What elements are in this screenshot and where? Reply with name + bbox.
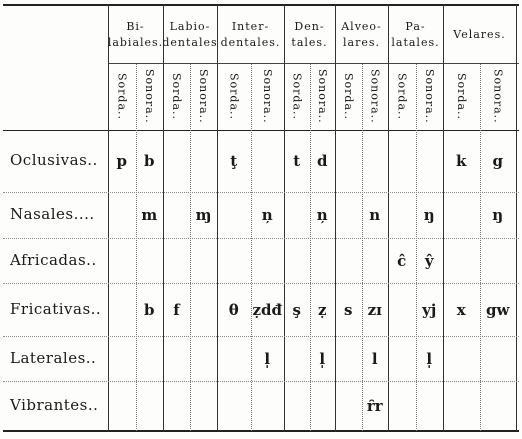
phoneme-symbol: m (141, 206, 158, 224)
manner-label: Vibrantes.. (10, 395, 99, 414)
place-label-line2: lares. (343, 35, 380, 49)
place-of-articulation-header (335, 6, 388, 63)
phoneme-symbol: ŋ (423, 206, 435, 224)
phoneme-symbol: ņ (316, 206, 328, 224)
voicing-header-sonora: Sonora.. (422, 69, 436, 124)
voicing-header-sonora: Sonora.. (315, 69, 329, 124)
phoneme-symbol: b (144, 300, 155, 319)
phoneme-symbol: ņ (261, 206, 273, 224)
phoneme-symbol: ţ (230, 152, 238, 170)
bottom-rule (3, 430, 519, 432)
phoneme-symbol: l̩ (426, 349, 433, 368)
phoneme-symbol: ɱ (195, 206, 212, 224)
voicing-header-sonora: Sonora.. (142, 69, 156, 124)
phoneme-symbol: d (317, 152, 328, 170)
phoneme-symbol: ẓ (317, 300, 327, 319)
place-label-line1: Labio- (169, 19, 211, 33)
phoneme-symbol: n (369, 206, 381, 224)
phoneme-symbol: l̩ (319, 349, 326, 368)
place-label-line2: latales. (391, 35, 440, 49)
phoneme-symbol: gw (486, 300, 510, 319)
place-label-line2: labiales. (107, 35, 164, 49)
voicing-header-sorda: Sorda.. (170, 72, 183, 120)
place-of-articulation-header (163, 6, 217, 63)
place-of-articulation-header (388, 6, 443, 63)
phoneme-symbol: ẓdđ (252, 300, 282, 319)
place-label-line1: Inter- (231, 19, 270, 33)
voicing-header-sorda: Sorda.. (227, 72, 241, 120)
place-label-line1: Bi- (126, 19, 145, 33)
voicing-header-sonora: Sonora.. (260, 69, 274, 124)
place-label-line1: Pa- (405, 19, 426, 33)
voicing-header-sorda: Sorda.. (395, 72, 409, 120)
voicing-header-sonora: Sonora.. (491, 69, 505, 124)
row-divider (3, 381, 519, 382)
place-label-line2: dentales (162, 35, 218, 49)
place-label-line1: Alveo- (341, 19, 382, 33)
place-of-articulation-header (217, 6, 284, 63)
voicing-header-sonora: Sonora.. (197, 69, 210, 124)
phoneme-symbol: t (293, 152, 301, 170)
place-label-line2: tales. (291, 35, 328, 49)
place-of-articulation-header (108, 6, 163, 63)
voicing-header-sorda: Sorda.. (115, 72, 129, 120)
voicing-header-sorda: Sorda.. (454, 72, 468, 120)
phoneme-symbol: s (344, 300, 353, 319)
place-label-line2: dentales. (220, 35, 281, 49)
phoneme-symbol: f (173, 300, 180, 319)
phoneme-symbol: b (144, 152, 155, 170)
place-of-articulation-header (284, 6, 335, 63)
phoneme-symbol: ȓr (366, 396, 383, 415)
phoneme-symbol: l (371, 349, 378, 368)
place-label-line1: Den- (294, 19, 325, 33)
phoneme-symbol: zɪ (367, 300, 382, 319)
phoneme-symbol: x (456, 300, 466, 319)
header-rule (3, 130, 519, 131)
phoneme-symbol: ĉ (397, 251, 407, 270)
phoneme-symbol: l̩ (264, 349, 271, 368)
phoneme-symbol: k (456, 152, 467, 170)
phoneme-symbol: yj (422, 300, 437, 319)
group-header-rule (108, 63, 519, 64)
voicing-header-sorda: Sorda.. (290, 72, 304, 120)
phoneme-symbol: g (492, 152, 503, 170)
group-divider (516, 5, 517, 431)
manner-label: Fricativas.. (10, 299, 102, 318)
voicing-header-sonora: Sonora.. (368, 69, 382, 124)
manner-label: Oclusivas.. (10, 151, 98, 169)
place-label-line1: Velares. (453, 27, 506, 41)
phoneme-symbol: θ (228, 300, 239, 319)
manner-label: Laterales.. (10, 348, 97, 367)
voicing-header-sorda: Sorda.. (341, 72, 355, 120)
phoneme-symbol: ş (292, 300, 301, 319)
manner-label: Africadas.. (10, 250, 97, 269)
phoneme-symbol: ŋ (492, 206, 504, 224)
manner-label: Nasales.... (10, 205, 95, 223)
phoneme-symbol: ŷ (424, 251, 434, 270)
place-of-articulation-header (443, 6, 516, 63)
phoneme-symbol: p (116, 152, 127, 170)
